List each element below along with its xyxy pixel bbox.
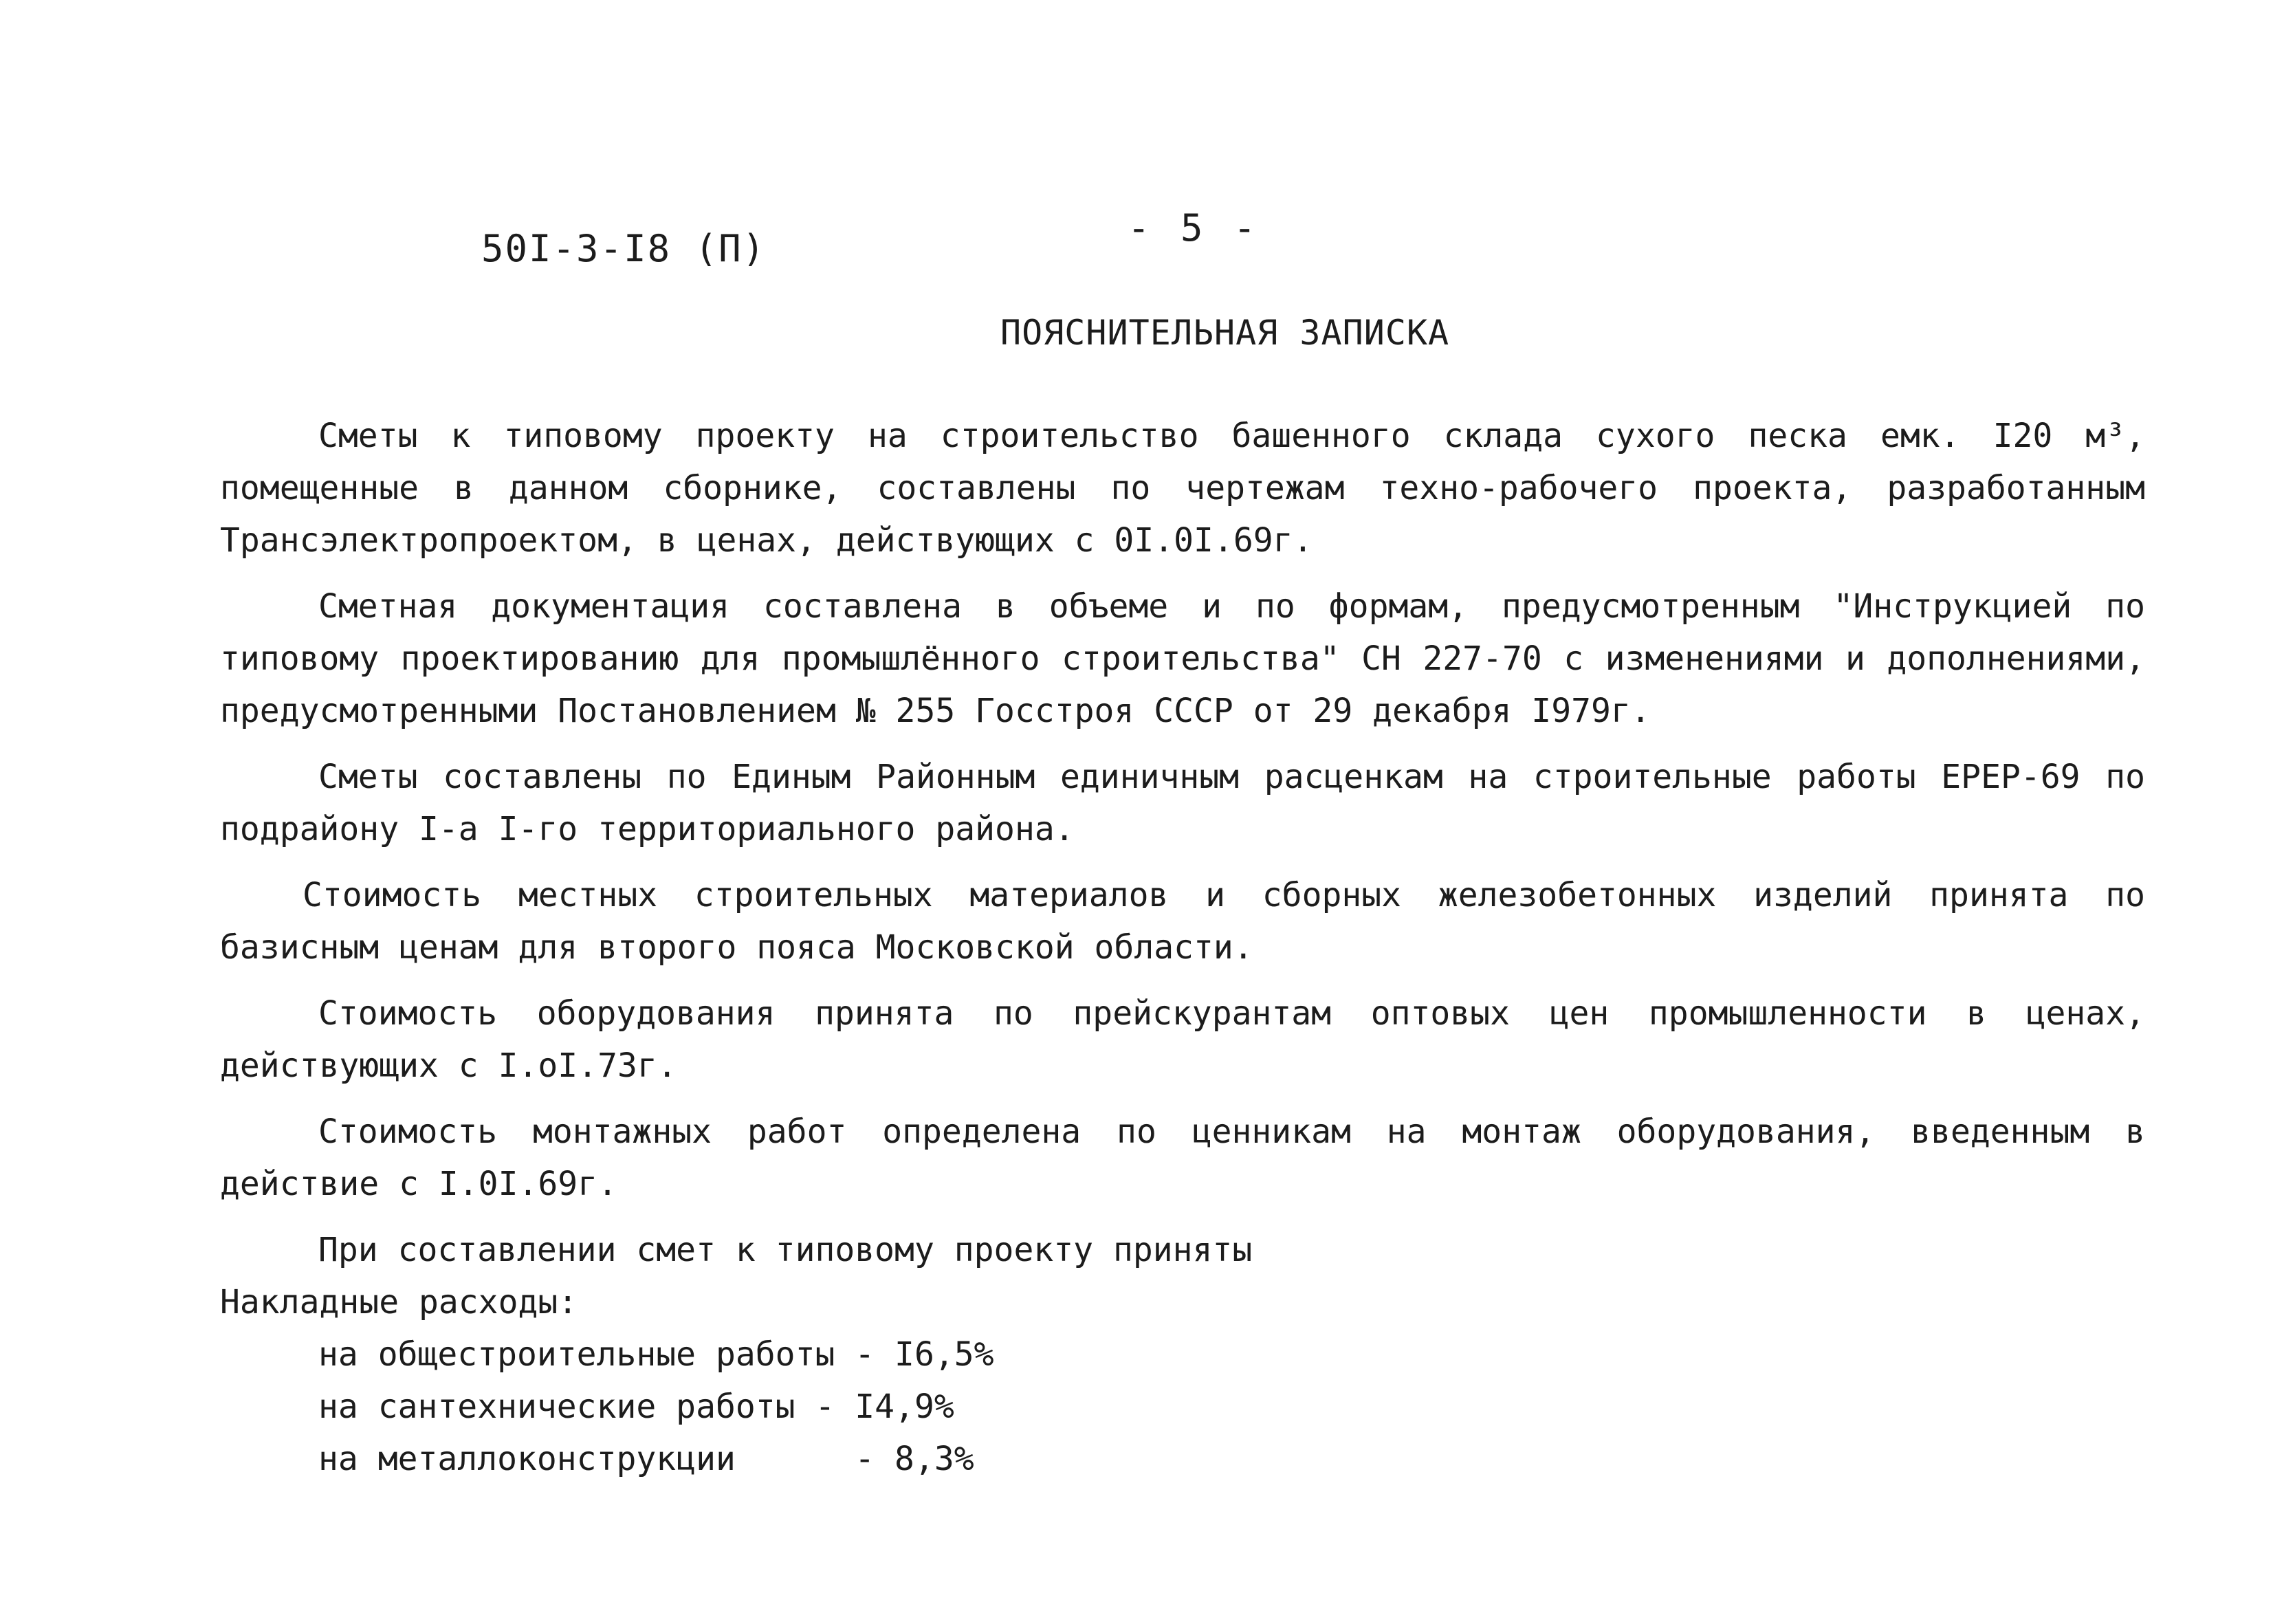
paragraph-equipment: Стоимость оборудования принята по прейскурантам оптовых цен промышленности в ценах, действующих с I.oI.73г.	[220, 994, 2145, 1085]
document-body	[220, 410, 2145, 1485]
list-heading: Накладные расходы:	[220, 1283, 578, 1321]
paragraph-installation: Стоимость монтажных работ определена по ценникам на монтаж оборудования, введенным в действие с I.0I.69г.	[220, 1112, 2145, 1203]
page-number: - 5 -	[1128, 206, 1260, 250]
paragraph-scope: Сметы к типовому проекту на строительство башенного склада сухого песка емк. I20 м³, помещенные в данном сборнике, составлены по чертежам техно-рабочего проекта, разработанным Трансэлектропроектом, в ценах, действующих с 0I.0I.69г.	[220, 417, 2145, 560]
list-item: на сантехнические работы - I4,9%	[318, 1387, 954, 1426]
paragraph-rates: Сметы составлены по Единым Районным единичным расценкам на строительные работы ЕРЕР-69 по подрайону I-а I-го территориального района.	[220, 758, 2145, 848]
paragraph-documentation: Сметная документация составлена в объеме и по формам, предусмотренным "Инструкцией по типовому проектированию для промышлённого строительства" СН 227-70 с изменениями и дополнениями, предусмотренными Постановлением № 255 Госстроя СССР от 29 декабря I979г.	[220, 587, 2145, 730]
overhead-list	[220, 1328, 2145, 1485]
document-title: ПОЯСНИТЕЛЬНАЯ ЗАПИСКА	[1000, 313, 1450, 353]
document-code: 50I-3-I8 (П)	[481, 227, 767, 270]
list-item: на общестроительные работы - I6,5%	[318, 1335, 994, 1374]
paragraph-materials: Стоимость местных строительных материалов и сборных железобетонных изделий принята по базисным ценам для второго пояса Московской области.	[220, 876, 2145, 967]
list-intro: При составлении смет к типовому проекту приняты	[318, 1231, 1253, 1269]
list-item: на металлоконструкции - 8,3%	[318, 1440, 974, 1478]
